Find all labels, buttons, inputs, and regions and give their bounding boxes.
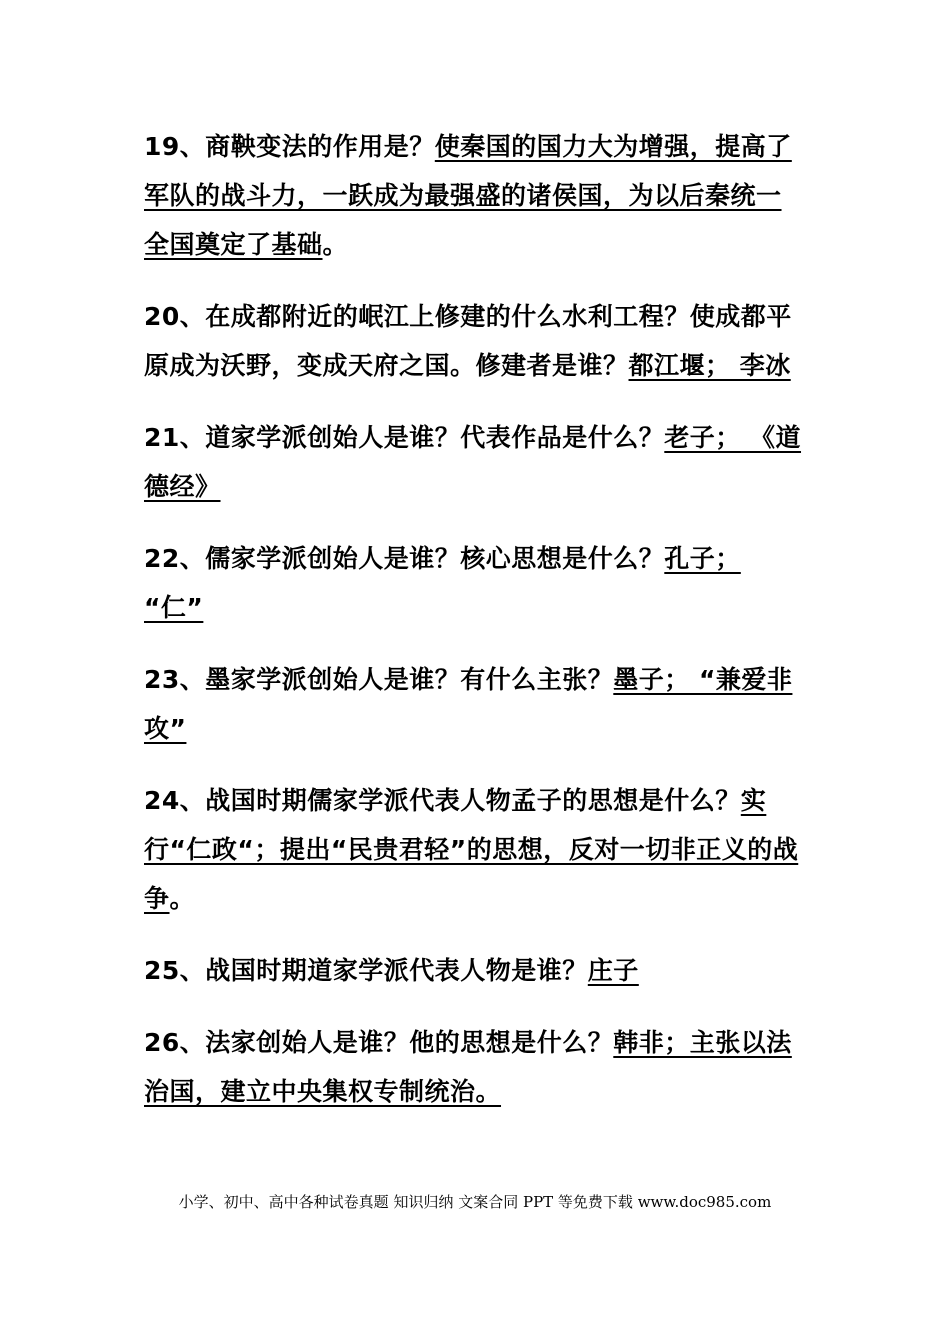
- answer-tail: 。: [322, 230, 349, 259]
- question-21: [144, 413, 804, 511]
- question-19: [144, 122, 804, 269]
- answer-text: 孔子； “仁”: [144, 544, 741, 622]
- page-footer: 小学、初中、高中各种试卷真题 知识归纳 文案合同 PPT 等免费下载 www.doc985.com: [178, 1193, 772, 1211]
- question-text: 24、战国时期儒家学派代表人物孟子的思想是什么？: [144, 786, 741, 815]
- answer-text: 实行“仁政“；提出“民贵君轻”的思想，反对一切非正义的战争: [144, 786, 799, 913]
- answer-text: 老子； 《道德经》: [144, 423, 802, 501]
- question-text: 23、墨家学派创始人是谁？有什么主张？: [144, 665, 614, 694]
- document-body: [144, 122, 804, 1139]
- question-23: [144, 655, 804, 753]
- question-text: 19、商鞅变法的作用是？: [144, 132, 435, 161]
- question-text: 21、道家学派创始人是谁？代表作品是什么？: [144, 423, 665, 452]
- question-text: 22、儒家学派创始人是谁？核心思想是什么？: [144, 544, 665, 573]
- question-text: 25、战国时期道家学派代表人物是谁？: [144, 956, 588, 985]
- question-text: 20、在成都附近的岷江上修建的什么水利工程？使成都平原成为沃野，变成天府之国。修建者是谁？: [144, 302, 792, 380]
- answer-text: 庄子: [587, 956, 639, 985]
- answer-tail: 。: [169, 884, 196, 913]
- question-20: [144, 292, 804, 390]
- question-22: [144, 534, 804, 632]
- question-25: [144, 946, 804, 995]
- question-26: [144, 1018, 804, 1116]
- answer-text: 都江堰； 李冰: [628, 351, 791, 380]
- answer-text: 使秦国的国力大为增强，提高了军队的战斗力，一跃成为最强盛的诸侯国，为以后秦统一全国奠定了基础: [144, 132, 792, 259]
- question-text: 26、法家创始人是谁？他的思想是什么？: [144, 1028, 614, 1057]
- answer-text: 墨子； “兼爱非攻”: [144, 665, 793, 743]
- answer-text: 韩非；主张以法治国，建立中央集权专制统治。: [144, 1028, 792, 1106]
- question-24: [144, 776, 804, 923]
